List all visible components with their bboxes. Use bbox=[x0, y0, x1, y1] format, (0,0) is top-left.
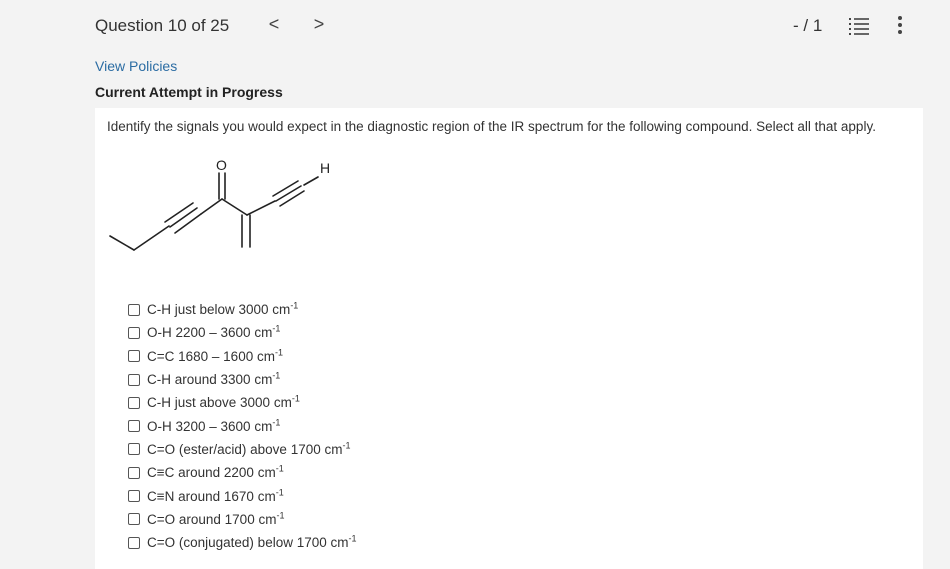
option-checkbox[interactable] bbox=[128, 490, 140, 502]
view-policies-link[interactable]: View Policies bbox=[95, 58, 178, 74]
option-text: C-H just below 3000 cm bbox=[147, 302, 291, 318]
option-checkbox[interactable] bbox=[128, 513, 140, 525]
option-superscript: -1 bbox=[274, 347, 283, 358]
option-checkbox[interactable] bbox=[128, 374, 140, 386]
option-checkbox[interactable] bbox=[128, 304, 140, 316]
answer-option[interactable] bbox=[128, 368, 357, 391]
option-superscript: -1 bbox=[342, 440, 351, 451]
answer-option[interactable] bbox=[128, 391, 357, 414]
hydrogen-label: H bbox=[320, 160, 331, 176]
option-checkbox[interactable] bbox=[128, 443, 140, 455]
question-list-icon[interactable] bbox=[849, 17, 869, 35]
answer-option[interactable] bbox=[128, 508, 357, 531]
option-checkbox[interactable] bbox=[128, 350, 140, 362]
option-checkbox[interactable] bbox=[128, 467, 140, 479]
score-display: - / 1 bbox=[793, 16, 823, 35]
next-question-button[interactable]: > bbox=[313, 14, 325, 34]
option-label bbox=[147, 512, 284, 527]
answer-option[interactable] bbox=[128, 345, 357, 368]
option-text: C≡N around 1670 cm bbox=[147, 488, 276, 504]
question-counter: Question 10 of 25 bbox=[95, 16, 230, 35]
option-label bbox=[147, 419, 280, 434]
option-superscript: -1 bbox=[275, 463, 284, 474]
option-label bbox=[147, 395, 300, 410]
option-superscript: -1 bbox=[348, 533, 357, 544]
question-prompt: Identify the signals you would expect in the diagnostic region of the IR spectrum for the following compound. Select all that apply. bbox=[107, 119, 876, 134]
molecule-structure bbox=[105, 153, 355, 263]
answer-option[interactable] bbox=[128, 298, 357, 321]
option-text: O-H 2200 – 3600 cm bbox=[147, 325, 273, 341]
answer-option[interactable] bbox=[128, 484, 357, 507]
option-superscript: -1 bbox=[272, 323, 281, 334]
option-text: C=C 1680 – 1600 cm bbox=[147, 348, 275, 364]
option-checkbox[interactable] bbox=[128, 420, 140, 432]
option-label bbox=[147, 325, 280, 340]
option-label bbox=[147, 442, 350, 457]
option-checkbox[interactable] bbox=[128, 537, 140, 549]
answer-option[interactable] bbox=[128, 321, 357, 344]
option-text: O-H 3200 – 3600 cm bbox=[147, 418, 273, 434]
option-superscript: -1 bbox=[291, 393, 300, 404]
option-label bbox=[147, 349, 283, 364]
option-superscript: -1 bbox=[290, 300, 299, 311]
answer-option[interactable] bbox=[128, 414, 357, 437]
option-text: C-H just above 3000 cm bbox=[147, 395, 292, 411]
attempt-status: Current Attempt in Progress bbox=[95, 84, 283, 100]
option-text: C-H around 3300 cm bbox=[147, 372, 273, 388]
question-panel bbox=[95, 108, 923, 569]
option-checkbox[interactable] bbox=[128, 327, 140, 339]
answer-option[interactable] bbox=[128, 438, 357, 461]
answer-option[interactable] bbox=[128, 461, 357, 484]
oxygen-label: O bbox=[216, 157, 227, 173]
more-options-icon[interactable] bbox=[896, 16, 904, 36]
option-superscript: -1 bbox=[276, 510, 285, 521]
option-superscript: -1 bbox=[275, 487, 284, 498]
option-superscript: -1 bbox=[272, 370, 281, 381]
option-label bbox=[147, 372, 280, 387]
option-checkbox[interactable] bbox=[128, 397, 140, 409]
answer-options bbox=[128, 298, 357, 554]
option-label bbox=[147, 489, 284, 504]
previous-question-button[interactable]: < bbox=[268, 14, 280, 34]
option-text: C=O (conjugated) below 1700 cm bbox=[147, 535, 349, 551]
option-superscript: -1 bbox=[272, 417, 281, 428]
option-label bbox=[147, 465, 284, 480]
option-label bbox=[147, 302, 298, 317]
option-text: C=O around 1700 cm bbox=[147, 511, 277, 527]
top-bar bbox=[0, 0, 950, 52]
option-label bbox=[147, 535, 357, 550]
answer-option[interactable] bbox=[128, 531, 357, 554]
option-text: C=O (ester/acid) above 1700 cm bbox=[147, 441, 343, 457]
option-text: C≡C around 2200 cm bbox=[147, 465, 276, 481]
